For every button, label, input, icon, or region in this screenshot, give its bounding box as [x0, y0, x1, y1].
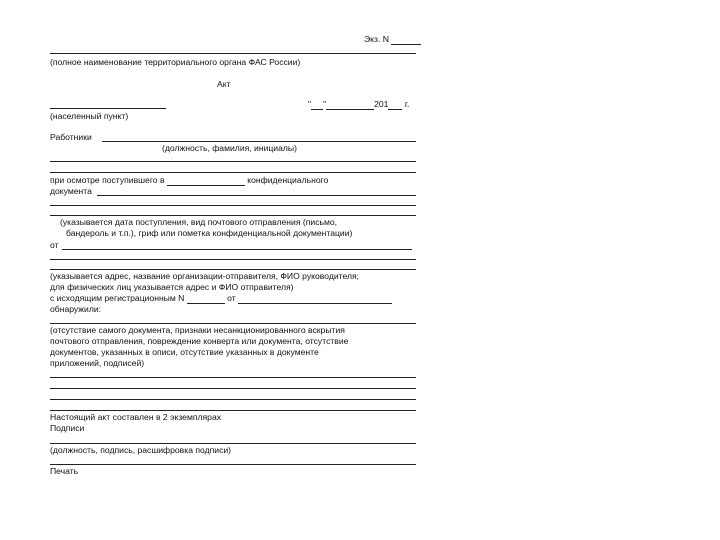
blank-line — [50, 399, 416, 400]
from-line — [62, 249, 412, 250]
sender-caption-1: (указывается адрес, название организации-отправителя, ФИО руководителя; — [50, 271, 360, 281]
blank-line — [50, 172, 416, 173]
found-label: обнаружили: — [50, 304, 102, 314]
blank-line — [50, 205, 416, 206]
outgoing-text: с исходящим регистрационным N от — [50, 293, 392, 304]
copy-number-blank — [391, 35, 421, 45]
locality-caption: (населенный пункт) — [50, 111, 129, 121]
receipt-caption-2: бандероль и т.п.), гриф или пометка конфиденциальной документации) — [66, 228, 353, 238]
blank-line — [50, 388, 416, 389]
workers-line — [102, 141, 416, 142]
copies-text: Настоящий акт составлен в 2 экземплярах — [50, 412, 222, 422]
blank-line — [50, 259, 416, 260]
inspect-text: при осмотре поступившего в конфиденциального — [50, 175, 329, 185]
signature-line-2 — [50, 464, 416, 465]
sender-caption-2: для физических лиц указывается адрес и ФИО отправителя) — [50, 282, 294, 292]
date-field: " " 201 г. — [308, 99, 410, 109]
stamp-label: Печать — [50, 466, 79, 476]
copy-number — [364, 34, 421, 45]
org-caption: (полное наименование территориального органа ФАС России) — [50, 57, 301, 67]
blank-line — [50, 410, 416, 411]
signature-caption: (должность, подпись, расшифровка подписи) — [50, 445, 232, 455]
blank-line — [50, 377, 416, 378]
date-year: 201 — [374, 99, 389, 109]
workers-label: Работники — [50, 132, 92, 142]
blank-line — [50, 161, 416, 162]
blank-line — [50, 269, 416, 270]
defects-caption-3: документов, указанных в описи, отсутствие указанных в документе — [50, 347, 319, 357]
defects-caption-4: приложений, подписей) — [50, 358, 145, 368]
from-label: от — [50, 240, 59, 250]
copy-number-label: Экз. N — [364, 34, 389, 44]
document-label: документа — [50, 186, 92, 196]
found-line — [50, 323, 416, 324]
act-title: Акт — [217, 79, 231, 89]
blank-line — [50, 215, 416, 216]
document-line — [97, 195, 416, 196]
locality-line — [50, 108, 166, 109]
signatures-label: Подписи — [50, 423, 85, 433]
signature-line — [50, 443, 416, 444]
workers-caption: (должность, фамилия, инициалы) — [162, 143, 297, 153]
receipt-caption-1: (указывается дата поступления, вид почтового отправления (письмо, — [60, 217, 338, 227]
org-line — [50, 53, 416, 54]
defects-caption-1: (отсутствие самого документа, признаки несанкционированного вскрытия — [50, 325, 345, 335]
defects-caption-2: почтового отправления, повреждение конверта или документа, отсутствие — [50, 336, 349, 346]
